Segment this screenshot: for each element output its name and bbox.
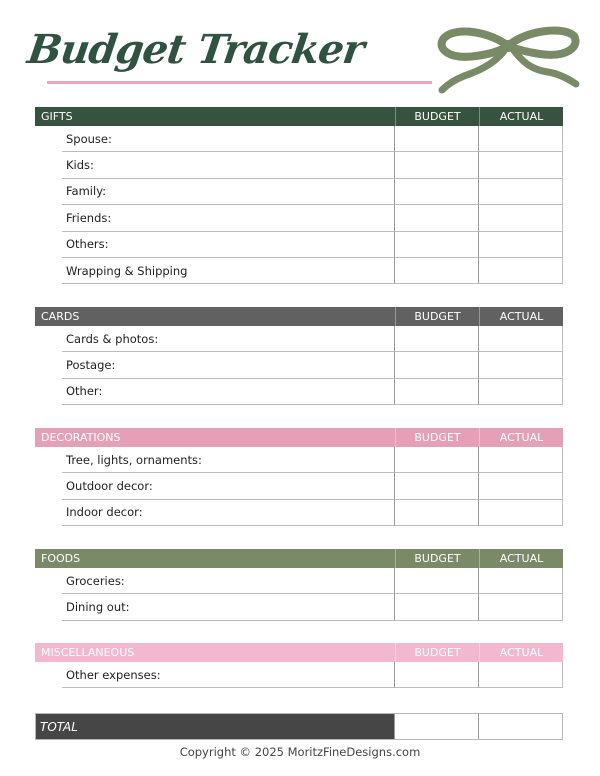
budget-cell[interactable] [394,152,478,178]
budget-row [35,594,563,620]
actual-cell[interactable] [478,568,563,594]
section-cards [35,307,563,405]
section-header [35,107,563,126]
actual-cell[interactable] [478,447,563,473]
actual-column-header: ACTUAL [479,643,563,662]
budget-row [35,568,563,594]
section-gifts [35,107,563,284]
row-label: Kids: [62,152,394,178]
section-title: CARDS [41,310,80,323]
budget-row [35,326,563,352]
budget-row [35,126,563,152]
budget-cell[interactable] [394,352,478,378]
total-actual-cell[interactable] [478,714,562,739]
actual-column-header: ACTUAL [479,428,563,447]
total-budget-cell[interactable] [394,714,478,739]
row-label: Other: [62,379,394,405]
page-title: Budget Tracker [24,26,367,73]
budget-row [35,152,563,178]
section-title: DECORATIONS [41,431,121,444]
total-label: TOTAL [36,714,394,739]
budget-row [35,179,563,205]
section-header [35,307,563,326]
section-miscellaneous [35,643,563,688]
budget-column-header: BUDGET [395,643,479,662]
row-label: Spouse: [62,126,394,152]
budget-row [35,258,563,284]
actual-cell[interactable] [478,352,563,378]
row-label: Family: [62,179,394,205]
actual-cell[interactable] [478,500,563,526]
copyright-footer: Copyright © 2025 MoritzFineDesigns.com [179,745,421,759]
actual-cell[interactable] [478,126,563,152]
row-label: Wrapping & Shipping [62,258,394,284]
budget-row [35,473,563,499]
row-label: Other expenses: [62,662,394,688]
budget-cell[interactable] [394,326,478,352]
actual-column-header: ACTUAL [479,107,563,126]
budget-cell[interactable] [394,447,478,473]
budget-column-header: BUDGET [395,549,479,568]
budget-cell[interactable] [394,258,478,284]
section-title: FOODS [41,552,81,565]
budget-row [35,500,563,526]
actual-cell[interactable] [478,473,563,499]
section-title: MISCELLANEOUS [41,646,135,659]
actual-cell[interactable] [478,232,563,258]
row-label: Indoor decor: [62,500,394,526]
row-label: Tree, lights, ornaments: [62,447,394,473]
budget-column-header: BUDGET [395,307,479,326]
actual-cell[interactable] [478,662,563,688]
budget-row [35,379,563,405]
row-label: Postage: [62,352,394,378]
budget-row [35,662,563,688]
budget-row [35,447,563,473]
budget-row [35,352,563,378]
budget-cell[interactable] [394,568,478,594]
row-label: Friends: [62,205,394,231]
actual-cell[interactable] [478,258,563,284]
actual-cell[interactable] [478,152,563,178]
actual-cell[interactable] [478,326,563,352]
title-underline [47,81,432,84]
budget-column-header: BUDGET [395,428,479,447]
budget-row [35,232,563,258]
budget-cell[interactable] [394,379,478,405]
row-label: Others: [62,232,394,258]
budget-cell[interactable] [394,232,478,258]
budget-cell[interactable] [394,205,478,231]
row-label: Groceries: [62,568,394,594]
total-row [35,713,563,740]
budget-cell[interactable] [394,473,478,499]
budget-cell[interactable] [394,662,478,688]
row-label: Outdoor decor: [62,473,394,499]
row-label: Cards & photos: [62,326,394,352]
budget-row [35,205,563,231]
row-label: Dining out: [62,594,394,620]
section-header [35,549,563,568]
actual-cell[interactable] [478,179,563,205]
actual-cell[interactable] [478,379,563,405]
budget-cell[interactable] [394,594,478,620]
budget-cell[interactable] [394,179,478,205]
actual-cell[interactable] [478,205,563,231]
budget-cell[interactable] [394,126,478,152]
actual-cell[interactable] [478,594,563,620]
section-title: GIFTS [41,110,73,123]
budget-column-header: BUDGET [395,107,479,126]
actual-column-header: ACTUAL [479,307,563,326]
actual-column-header: ACTUAL [479,549,563,568]
section-header [35,428,563,447]
bow-icon [436,24,581,94]
section-foods [35,549,563,621]
budget-cell[interactable] [394,500,478,526]
section-decorations [35,428,563,526]
section-header [35,643,563,662]
